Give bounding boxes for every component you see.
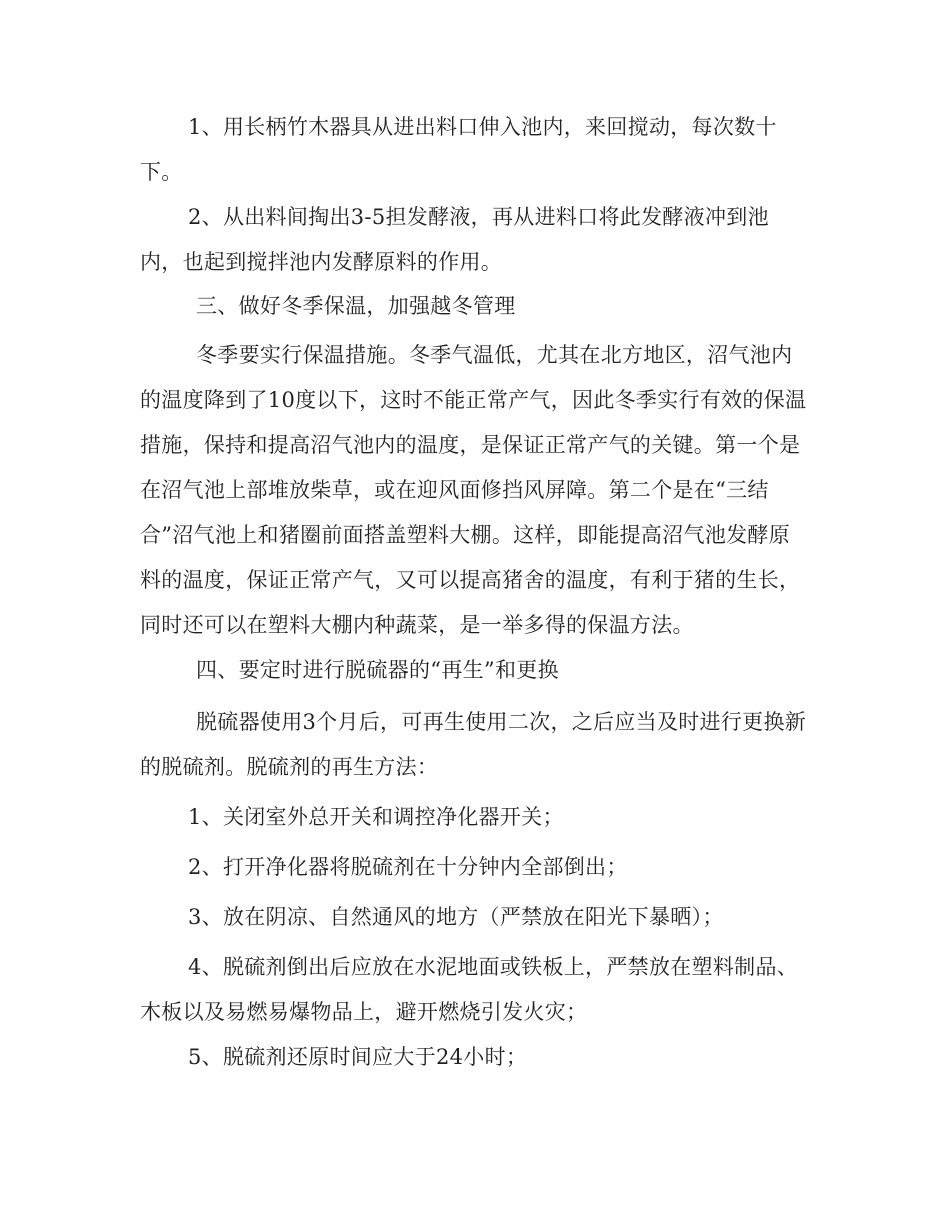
list-item-regen-4: 4、脱硫剂倒出后应放在水泥地面或铁板上，严禁放在塑料制品、木板以及易燃易爆物品上，避开燃烧引发火灾；	[140, 955, 799, 1024]
section-heading-4: 四、要定时进行脱硫器的“再生”和更换	[196, 658, 559, 682]
list-item-regen-1: 1、关闭室外总开关和调控净化器开关；	[188, 805, 564, 829]
list-item-regen-2: 2、打开净化器将脱硫剂在十分钟内全部倒出；	[188, 855, 628, 879]
paragraph-winter-insulation: 冬季要实行保温措施。冬季气温低，尤其在北方地区，沼气池内的温度降到了10度以下，这时不能正常产气，因此冬季实行有效的保温措施，保持和提高沼气池内的温度，是保证正常产气的关键。第一个是在沼气池上部堆放柴草，或在迎风面修挡风屏障。第二个是在“三结合”沼气池上和猪圈前面搭盖塑料大棚。这样，即能提高沼气池发酵原料的温度，保证正常产气，又可以提高猪舍的温度，有利于猪的生长，同时还可以在塑料大棚内种蔬菜，是一举多得的保温方法。	[140, 343, 807, 637]
list-item-regen-5: 5、脱硫剂还原时间应大于24小时；	[188, 1045, 528, 1069]
paragraph-step-1-stir: 1、用长柄竹木器具从进出料口伸入池内，来回搅动，每次数十下。	[140, 115, 777, 184]
section-heading-3: 三、做好冬季保温，加强越冬管理	[196, 294, 516, 318]
list-item-regen-3: 3、放在阴凉、自然通风的地方（严禁放在阳光下暴晒）；	[188, 905, 724, 929]
paragraph-step-2-flush: 2、从出料间掏出3-5担发酵液，再从进料口将此发酵液冲到池内，也起到搅拌池内发酵原料的作用。	[140, 205, 769, 274]
paragraph-desulfurizer-intro: 脱硫器使用3个月后，可再生使用二次，之后应当及时进行更换新的脱硫剂。脱硫剂的再生方法：	[140, 710, 807, 779]
